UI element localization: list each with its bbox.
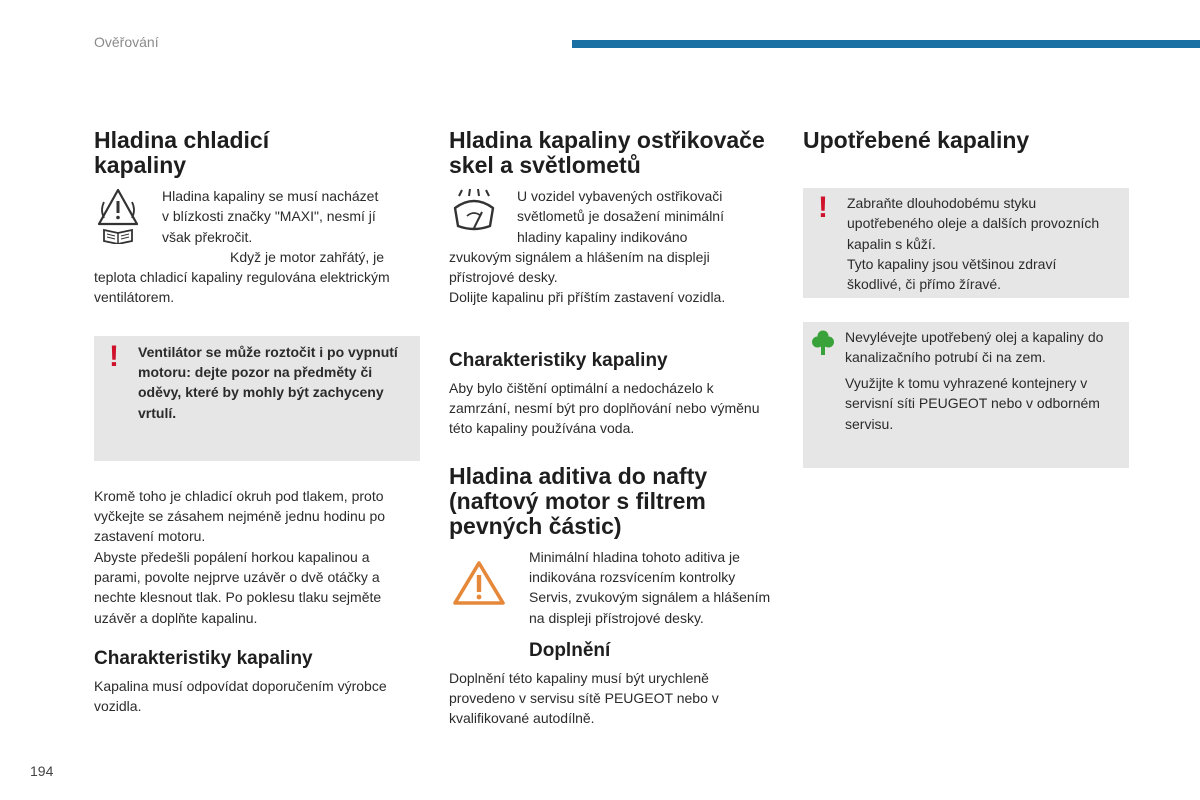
exclamation-icon: !	[109, 339, 119, 373]
washer-intro-line-3: hladiny kapaliny indikováno	[517, 228, 688, 245]
page-number: 194	[30, 763, 54, 779]
header-section-label: Ověřování	[94, 34, 159, 50]
washer-characteristics-title: Charakteristiky kapaliny	[449, 349, 668, 371]
disposal-warning-text: Nevylévejte upotřebený olej a kapaliny do kanalizačního potrubí či na zem.	[845, 329, 1104, 366]
used-fluids-title: Upotřebené kapaliny	[803, 127, 1030, 153]
coolant-intro-line-2: v blízkosti značky "MAXI", nesmí jí	[162, 208, 376, 225]
washer-title: Hladina kapaliny ostřikovače skel a světlometů	[449, 127, 765, 178]
additive-text: Minimální hladina tohoto aditiva je indikována rozsvícením kontrolky Servis, zvukovým signálem a hlášením na displeji přístrojové desky.	[529, 548, 771, 626]
coolant-intro-line-3: však překročit.	[162, 228, 253, 245]
environment-box	[803, 322, 1129, 468]
coolant-characteristics-title: Charakteristiky kapaliny	[94, 647, 313, 669]
washer-refill-text: Dolijte kapalinu při příštím zastavení vozidla.	[449, 289, 726, 306]
fan-warning-box	[94, 336, 420, 461]
coolant-characteristics-text: Kapalina musí odpovídat doporučením výrobce vozidla.	[94, 677, 387, 715]
coolant-temp-text: Když je motor zahřátý, je teplota chladicí kapaliny regulována elektrickým ventilátorem.	[94, 248, 390, 306]
additive-block	[449, 547, 775, 628]
washer-intro-rest: zvukovým signálem a hlášením na displeji přístrojové desky.	[449, 248, 710, 286]
pressure-text-block	[94, 486, 420, 628]
column-coolant	[94, 128, 420, 716]
pressure-text: Kromě toho je chladicí okruh pod tlakem, proto vyčkejte se zásahem nejméně jednu hodinu po zastavení motoru.	[94, 487, 386, 545]
skin-contact-warning-text: Zabraňte dlouhodobému styku upotřebeného oleje a dalších provozních kapalin s kůží.	[847, 195, 1100, 252]
washer-intro-line-1: U vozidel vybavených ostřikovači	[517, 188, 723, 204]
disposal-containers-text: Využijte k tomu vyhrazené kontejnery v servisní síti PEUGEOT nebo v odborném servisu.	[845, 375, 1100, 432]
column-used-fluids	[803, 128, 1129, 468]
coolant-title: Hladina chladicí kapaliny	[94, 127, 270, 178]
coolant-intro	[94, 186, 420, 308]
burn-prevention-text: Abyste předešli popálení horkou kapalinou a parami, povolte nejprve uzávěr o dvě otáčky a nechte klesnout tlak. Po poklesu tlaku sejměte uzávěr a doplňte kapalinu.	[94, 548, 382, 626]
exclamation-icon: !	[818, 191, 828, 224]
additive-title: Hladina aditiva do nafty (naftový motor s filtrem pevných částic)	[449, 462, 708, 539]
refill-title: Doplnění	[529, 639, 611, 661]
warning-triangle-icon	[449, 547, 529, 643]
column-washer	[449, 128, 775, 729]
header-accent-bar	[572, 40, 1200, 48]
tree-icon	[812, 330, 834, 361]
washer-intro	[449, 186, 775, 308]
fan-warning-text: Ventilátor se může roztočit i po vypnutí motoru: dejte pozor na předměty či oděvy, které by mohly být zachyceny vrtulí.	[138, 343, 398, 421]
headlamp-washer-icon	[449, 186, 517, 244]
refill-text: Doplnění této kapaliny musí být urychleně provedeno v servisu sítě PEUGEOT nebo v kvalifikované autodílně.	[449, 669, 719, 727]
harmful-fluids-text: Tyto kapaliny jsou většinou zdraví škodlivé, či přímo žíravé.	[847, 256, 1057, 293]
service-manual-warning-icon	[96, 186, 154, 252]
washer-characteristics-text: Aby bylo čištění optimální a nedocházelo k zamrzání, nesmí být pro doplňování nebo výměnu této kapaliny používána voda.	[449, 379, 760, 437]
washer-intro-line-2: světlometů je dosažení minimální	[517, 208, 724, 225]
coolant-intro-line-1: Hladina kapaliny se musí nacházet	[162, 188, 379, 204]
skin-contact-warning-box	[803, 188, 1129, 298]
